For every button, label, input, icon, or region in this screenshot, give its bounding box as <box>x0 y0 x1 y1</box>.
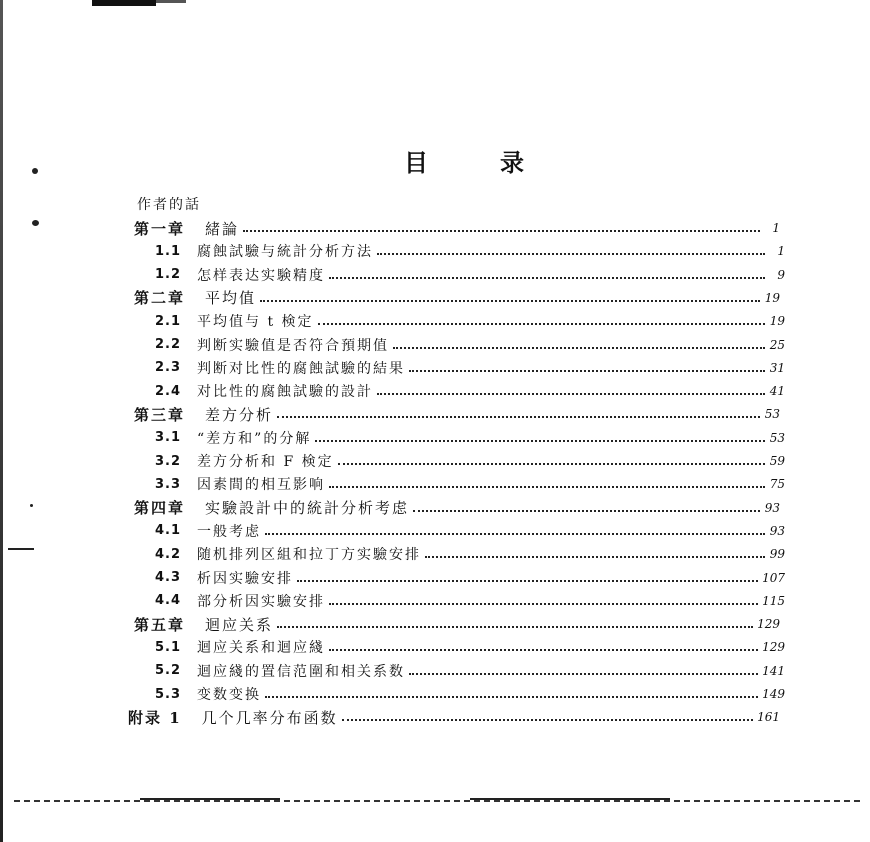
section-title: “差方和”的分解 <box>197 430 312 447</box>
chapter-number: 第三章 <box>134 405 186 424</box>
dot-leader <box>265 696 758 698</box>
page-number: 149 <box>762 687 785 701</box>
title-char-left: 目 <box>404 149 429 177</box>
page-number: 1 <box>772 221 780 235</box>
section-number: 2.3 <box>155 360 182 376</box>
section-number: 2.2 <box>155 337 182 352</box>
dot-leader <box>377 393 765 395</box>
section-title: 变数变换 <box>197 687 261 703</box>
page-number: 161 <box>757 710 780 725</box>
toc-section-row <box>155 451 785 471</box>
dot-leader <box>409 673 758 675</box>
chapter-title: 差方分析 <box>205 405 274 424</box>
page-number: 19 <box>769 314 785 329</box>
page-number: 53 <box>769 430 785 445</box>
section-number: 5.3 <box>155 686 182 702</box>
section-title: 随机排列区組和拉丁方实驗安排 <box>197 547 421 564</box>
dot-leader <box>338 463 765 465</box>
section-title: 对比性的腐蝕試驗的設計 <box>197 384 373 401</box>
toc-chapter-row <box>134 404 780 424</box>
page-number: 141 <box>762 663 785 678</box>
section-number: 1.2 <box>155 267 182 283</box>
page-number: 41 <box>769 384 785 399</box>
dot-leader <box>377 253 765 255</box>
section-number: 5.1 <box>155 639 182 655</box>
dot-leader <box>277 626 753 628</box>
page-number: 93 <box>769 523 785 538</box>
section-number: 4.1 <box>155 523 182 539</box>
page-number: 53 <box>764 407 780 422</box>
dot-leader <box>260 300 760 302</box>
chapter-number: 第五章 <box>134 615 186 634</box>
chapter-title: 緒論 <box>205 219 240 238</box>
dot-leader <box>329 277 765 279</box>
page-number: 19 <box>764 290 780 305</box>
scan-bottom-line <box>470 798 670 800</box>
dot-leader <box>413 510 760 512</box>
section-number: 4.2 <box>155 546 182 562</box>
dot-leader <box>329 649 758 651</box>
dot-leader <box>342 719 753 721</box>
section-title: 差方分析和 F 検定 <box>197 454 334 470</box>
section-number: 1.1 <box>155 243 182 259</box>
section-number: 3.2 <box>155 453 182 469</box>
toc-section-row <box>155 661 785 681</box>
toc-section-row <box>155 568 785 588</box>
toc-section-row <box>155 474 785 494</box>
section-number: 3.1 <box>155 430 182 446</box>
toc-chapter-row <box>128 707 780 727</box>
scan-bottom-line <box>140 798 280 800</box>
toc-section-row <box>155 521 785 541</box>
toc-chapter-row <box>134 614 780 634</box>
toc-chapter-row <box>134 498 780 518</box>
title-char-right: 录 <box>500 149 525 177</box>
section-title: 迴应关系和迴应綫 <box>197 640 325 657</box>
page-number: 31 <box>769 360 785 375</box>
dot-leader <box>265 533 765 535</box>
section-title: 判断对比性的腐蝕試驗的結果 <box>197 360 405 377</box>
page-number: 129 <box>762 640 785 655</box>
toc-chapter-row <box>134 218 780 238</box>
page-number: 1 <box>777 244 785 259</box>
page-number: 59 <box>769 454 785 468</box>
toc-section-row <box>155 591 785 611</box>
section-number: 2.1 <box>155 313 182 329</box>
section-title: 判断实驗值是否符合預期值 <box>197 337 389 354</box>
section-title: 一般考虑 <box>197 523 261 540</box>
page-number: 99 <box>769 547 785 562</box>
page-number: 115 <box>762 593 785 608</box>
dot-leader <box>297 580 758 582</box>
dot-leader <box>393 347 765 349</box>
section-title: 部分析因实驗安排 <box>197 593 325 610</box>
page-number: 9 <box>777 267 785 282</box>
page-number: 25 <box>769 337 785 352</box>
section-number: 3.3 <box>155 476 182 492</box>
section-title: 怎样表达实験精度 <box>197 267 325 284</box>
dot-leader <box>409 370 765 372</box>
dot-leader <box>315 440 765 442</box>
toc-section-row <box>155 544 785 564</box>
toc-chapter-row <box>134 288 780 308</box>
toc-section-row <box>155 381 785 401</box>
dot-leader <box>329 486 765 488</box>
toc-section-row <box>155 637 785 657</box>
preface-label: 作者的話 <box>137 197 201 213</box>
section-number: 2.4 <box>155 383 182 399</box>
chapter-number: 附录 1 <box>128 708 182 727</box>
toc-section-row <box>155 241 785 261</box>
dot-leader <box>329 603 758 605</box>
section-number: 4.4 <box>155 593 182 609</box>
chapter-number: 第一章 <box>134 219 186 238</box>
page-number: 129 <box>757 617 780 632</box>
chapter-number: 第二章 <box>134 289 186 308</box>
page-number: 75 <box>769 477 785 492</box>
toc-section-row <box>155 684 785 704</box>
section-title: 平均值与 t 検定 <box>197 314 314 331</box>
section-number: 5.2 <box>155 663 182 679</box>
toc-section-row <box>155 358 785 378</box>
section-number: 4.3 <box>155 570 182 585</box>
chapter-title: 几个几率分布函数 <box>201 708 338 727</box>
toc-section-row <box>155 311 785 331</box>
toc-section-row <box>155 335 785 355</box>
chapter-number: 第四章 <box>134 499 186 518</box>
section-title: 腐蝕試驗与統計分析方法 <box>197 244 373 261</box>
chapter-title: 平均值 <box>205 289 257 308</box>
section-title: 因素間的相互影响 <box>197 477 325 494</box>
page-number: 93 <box>764 500 780 515</box>
toc-preface <box>137 194 201 214</box>
chapter-title: 实驗設計中的統計分析考虑 <box>205 499 410 518</box>
dot-leader <box>277 416 760 418</box>
dot-leader <box>425 556 765 558</box>
chapter-title: 迴应关系 <box>205 615 274 634</box>
section-title: 析因实驗安排 <box>197 570 293 587</box>
toc-section-row <box>155 265 785 285</box>
dot-leader <box>243 230 760 232</box>
toc-section-row <box>155 428 785 448</box>
section-title: 迴应綫的置信范圍和相关系数 <box>197 663 405 680</box>
page-number: 107 <box>762 570 785 585</box>
dot-leader <box>318 323 765 325</box>
